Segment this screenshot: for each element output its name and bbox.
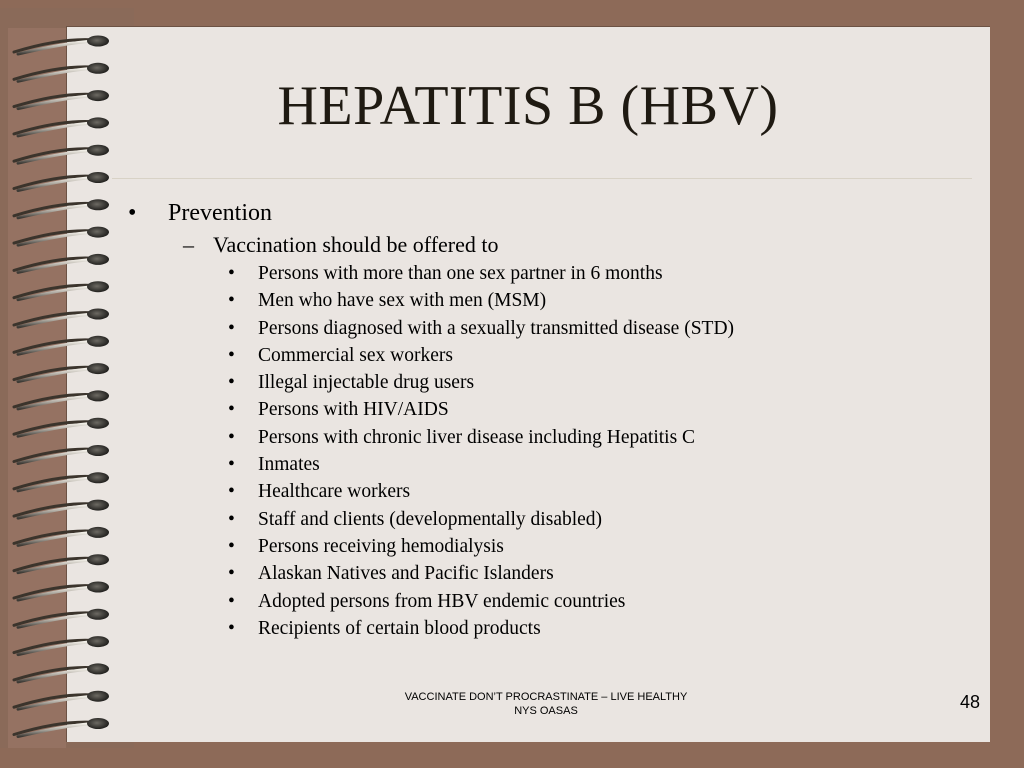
bullet-marker: • <box>228 344 235 366</box>
list-item <box>128 424 978 451</box>
list-item-text: Persons diagnosed with a sexually transmitted disease (STD) <box>258 317 735 339</box>
list-item-text: Commercial sex workers <box>258 344 453 366</box>
bullet-marker: • <box>228 263 235 284</box>
slide-content <box>128 196 978 642</box>
bullet-marker: • <box>228 317 235 339</box>
spiral-coil <box>14 609 109 628</box>
spiral-coil <box>14 172 109 191</box>
spiral-coil <box>14 500 109 518</box>
spiral-coil <box>14 418 109 437</box>
spiral-coil <box>14 527 109 546</box>
footer-line: NYS OASAS <box>514 705 578 717</box>
bullet-marker: • <box>228 535 235 557</box>
spiral-coil <box>14 336 109 355</box>
spiral-coil <box>14 281 109 300</box>
list-item <box>128 342 978 369</box>
list-item <box>128 615 978 642</box>
list-item-text: Healthcare workers <box>258 481 411 503</box>
bullet-marker: • <box>228 454 235 476</box>
spiral-coil <box>14 254 109 273</box>
subbullet-text: Vaccination should be offered to <box>213 232 499 257</box>
bullet-marker: • <box>228 426 235 448</box>
recipient-list <box>128 260 978 642</box>
spiral-coil <box>14 199 109 218</box>
bullet-marker: • <box>228 372 235 394</box>
spiral-coil <box>14 390 109 409</box>
bullet-marker: • <box>228 563 235 585</box>
bullet-marker: • <box>228 617 235 639</box>
list-item-text: Persons with more than one sex partner in 6 months <box>258 263 663 284</box>
bullet-prevention <box>128 196 978 230</box>
list-item-text: Alaskan Natives and Pacific Islanders <box>258 563 554 585</box>
bullet-marker: • <box>128 200 137 226</box>
list-item <box>128 506 978 533</box>
list-item <box>128 451 978 478</box>
list-item-text: Men who have sex with men (MSM) <box>258 290 547 312</box>
list-item <box>128 396 978 423</box>
list-item-text: Recipients of certain blood products <box>258 617 541 639</box>
list-item <box>128 287 978 314</box>
spiral-coil <box>14 227 109 246</box>
footer-line: VACCINATE DON’T PROCRASTINATE – LIVE HEALTHY <box>404 691 688 703</box>
list-item <box>128 315 978 342</box>
spiral-coil <box>14 582 109 601</box>
spiral-coil <box>14 445 109 464</box>
slide-title: HEPATITIS B (HBV) <box>277 75 779 137</box>
bullet-marker: • <box>228 481 235 503</box>
list-item <box>128 260 978 287</box>
spiral-coil <box>14 363 109 382</box>
list-item <box>128 588 978 615</box>
bullet-marker: • <box>228 290 235 312</box>
list-item <box>128 478 978 505</box>
list-item-text: Adopted persons from HBV endemic countries <box>258 590 626 612</box>
bullet-marker: • <box>228 508 235 530</box>
subbullet-vaccination <box>128 230 978 260</box>
list-item-text: Staff and clients (developmentally disabled) <box>258 508 603 530</box>
bullet-marker: • <box>228 399 235 421</box>
list-item-text: Inmates <box>258 454 320 476</box>
list-item-text: Persons with chronic liver disease including Hepatitis C <box>258 426 696 448</box>
slide-footer <box>346 690 746 718</box>
spiral-coil <box>14 691 109 710</box>
spiral-coil <box>14 145 109 164</box>
list-item <box>128 533 978 560</box>
spiral-coil <box>14 663 109 682</box>
bullet-marker: • <box>228 590 235 612</box>
title-divider <box>112 178 972 179</box>
dash-marker: – <box>183 232 194 257</box>
spiral-coil <box>14 36 109 55</box>
list-item <box>128 369 978 396</box>
bullet-text: Prevention <box>168 200 272 226</box>
spiral-coil <box>14 554 109 573</box>
list-item <box>128 560 978 587</box>
spiral-coil <box>14 718 109 737</box>
page-number: 48 <box>959 692 980 712</box>
spiral-coil <box>14 472 109 491</box>
list-item-text: Persons receiving hemodialysis <box>258 535 504 557</box>
spiral-coil <box>14 636 109 655</box>
list-item-text: Persons with HIV/AIDS <box>258 399 449 421</box>
spiral-coil <box>14 309 109 328</box>
list-item-text: Illegal injectable drug users <box>258 372 475 394</box>
